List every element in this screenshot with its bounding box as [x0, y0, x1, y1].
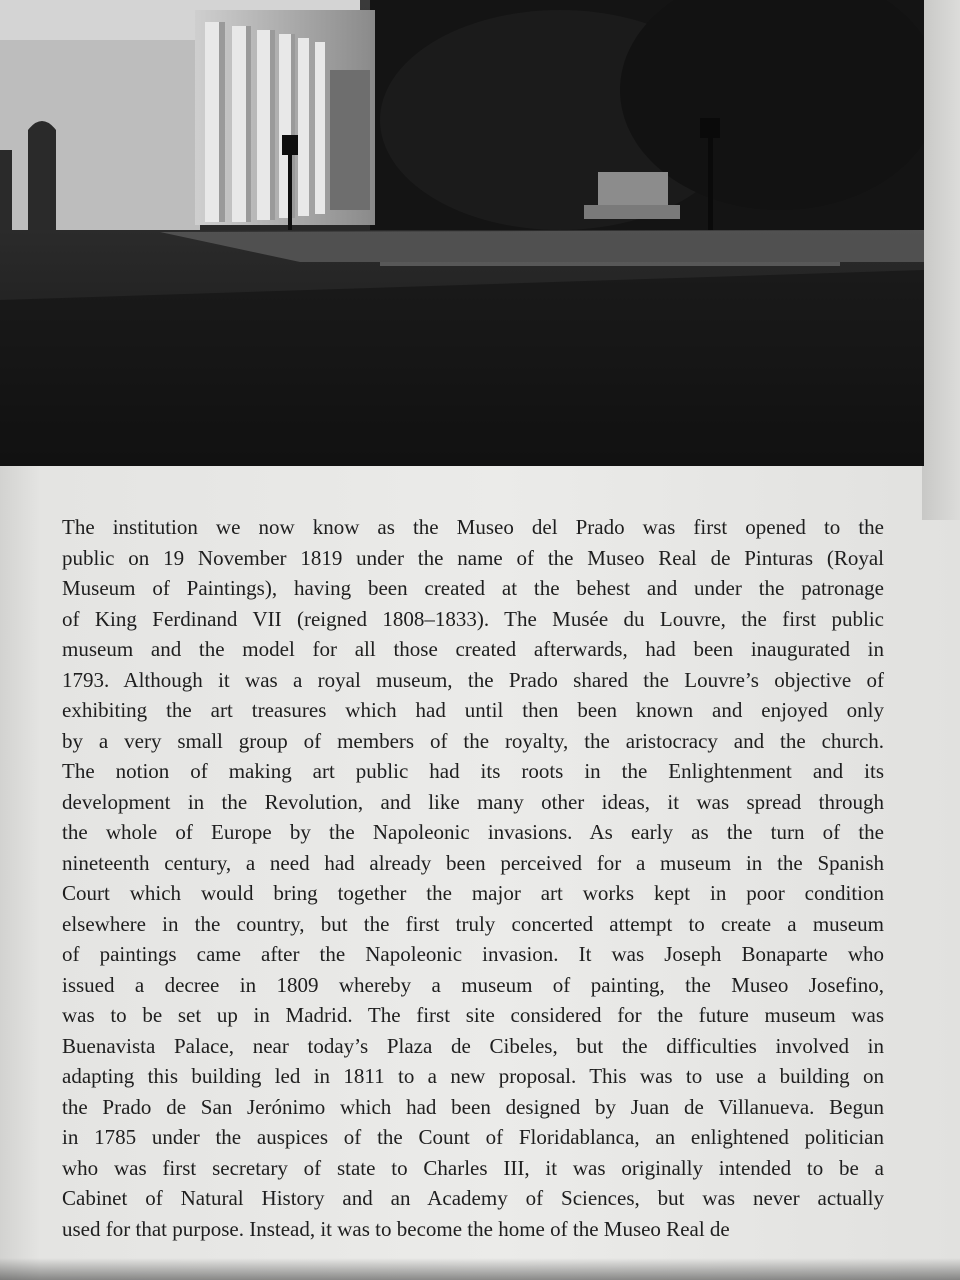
- text-line: in 1785 under the auspices of the Count of Floridablanca, an enlightened politician: [62, 1125, 884, 1149]
- text-line: exhibiting the art treasures which had until then been known and enjoyed only: [62, 698, 884, 722]
- text-line: by a very small group of members of the royalty, the aristocracy and the church.: [62, 728, 884, 753]
- museum-photograph: [0, 0, 924, 466]
- text-line: of King Ferdinand VII (reigned 1808–1833). The Musée du Louvre, the first public: [62, 606, 884, 631]
- text-line: used for that purpose. Instead, it was to become the home of the Museo Real de: [62, 1216, 730, 1241]
- text-line: who was first secretary of state to Charles III, it was originally intended to be a: [62, 1155, 884, 1180]
- text-line: 1793. Although it was a royal museum, the Prado shared the Louvre’s objective of: [62, 667, 884, 692]
- text-line: was to be set up in Madrid. The first site considered for the future museum was: [62, 1003, 884, 1027]
- page-gutter: [922, 0, 960, 520]
- text-line: nineteenth century, a need had already been perceived for a museum in the Spanish: [62, 850, 884, 875]
- text-line: Court which would bring together the major art works kept in poor condition: [62, 881, 884, 905]
- text-line: issued a decree in 1809 whereby a museum of painting, the Museo Josefino,: [62, 972, 884, 997]
- page-bottom-shadow: [0, 1258, 960, 1280]
- text-line: The institution we now know as the Museo del Prado was first opened to the: [62, 515, 884, 539]
- text-line: the whole of Europe by the Napoleonic invasions. As early as the turn of the: [62, 820, 884, 844]
- text-line: The notion of making art public had its roots in the Enlightenment and its: [62, 759, 884, 783]
- text-line: the Prado de San Jerónimo which had been designed by Juan de Villanueva. Begun: [62, 1094, 884, 1119]
- text-line: of paintings came after the Napoleonic invasion. It was Joseph Bonaparte who: [62, 942, 884, 966]
- text-line: elsewhere in the country, but the first truly concerted attempt to create a museum: [62, 911, 884, 936]
- text-line: Cabinet of Natural History and an Academy of Sciences, but was never actually: [62, 1186, 884, 1210]
- text-line: museum and the model for all those created afterwards, had been inaugurated in: [62, 637, 884, 661]
- body-text: [62, 512, 884, 1244]
- text-line: development in the Revolution, and like many other ideas, it was spread through: [62, 789, 884, 814]
- text-line: Museum of Paintings), having been created at the behest and under the patronage: [62, 576, 884, 600]
- text-line: adapting this building led in 1811 to a new proposal. This was to use a building on: [62, 1064, 884, 1088]
- text-line: public on 19 November 1819 under the name of the Museo Real de Pinturas (Royal: [62, 545, 884, 570]
- text-line: Buenavista Palace, near today’s Plaza de Cibeles, but the difficulties involved in: [62, 1033, 884, 1058]
